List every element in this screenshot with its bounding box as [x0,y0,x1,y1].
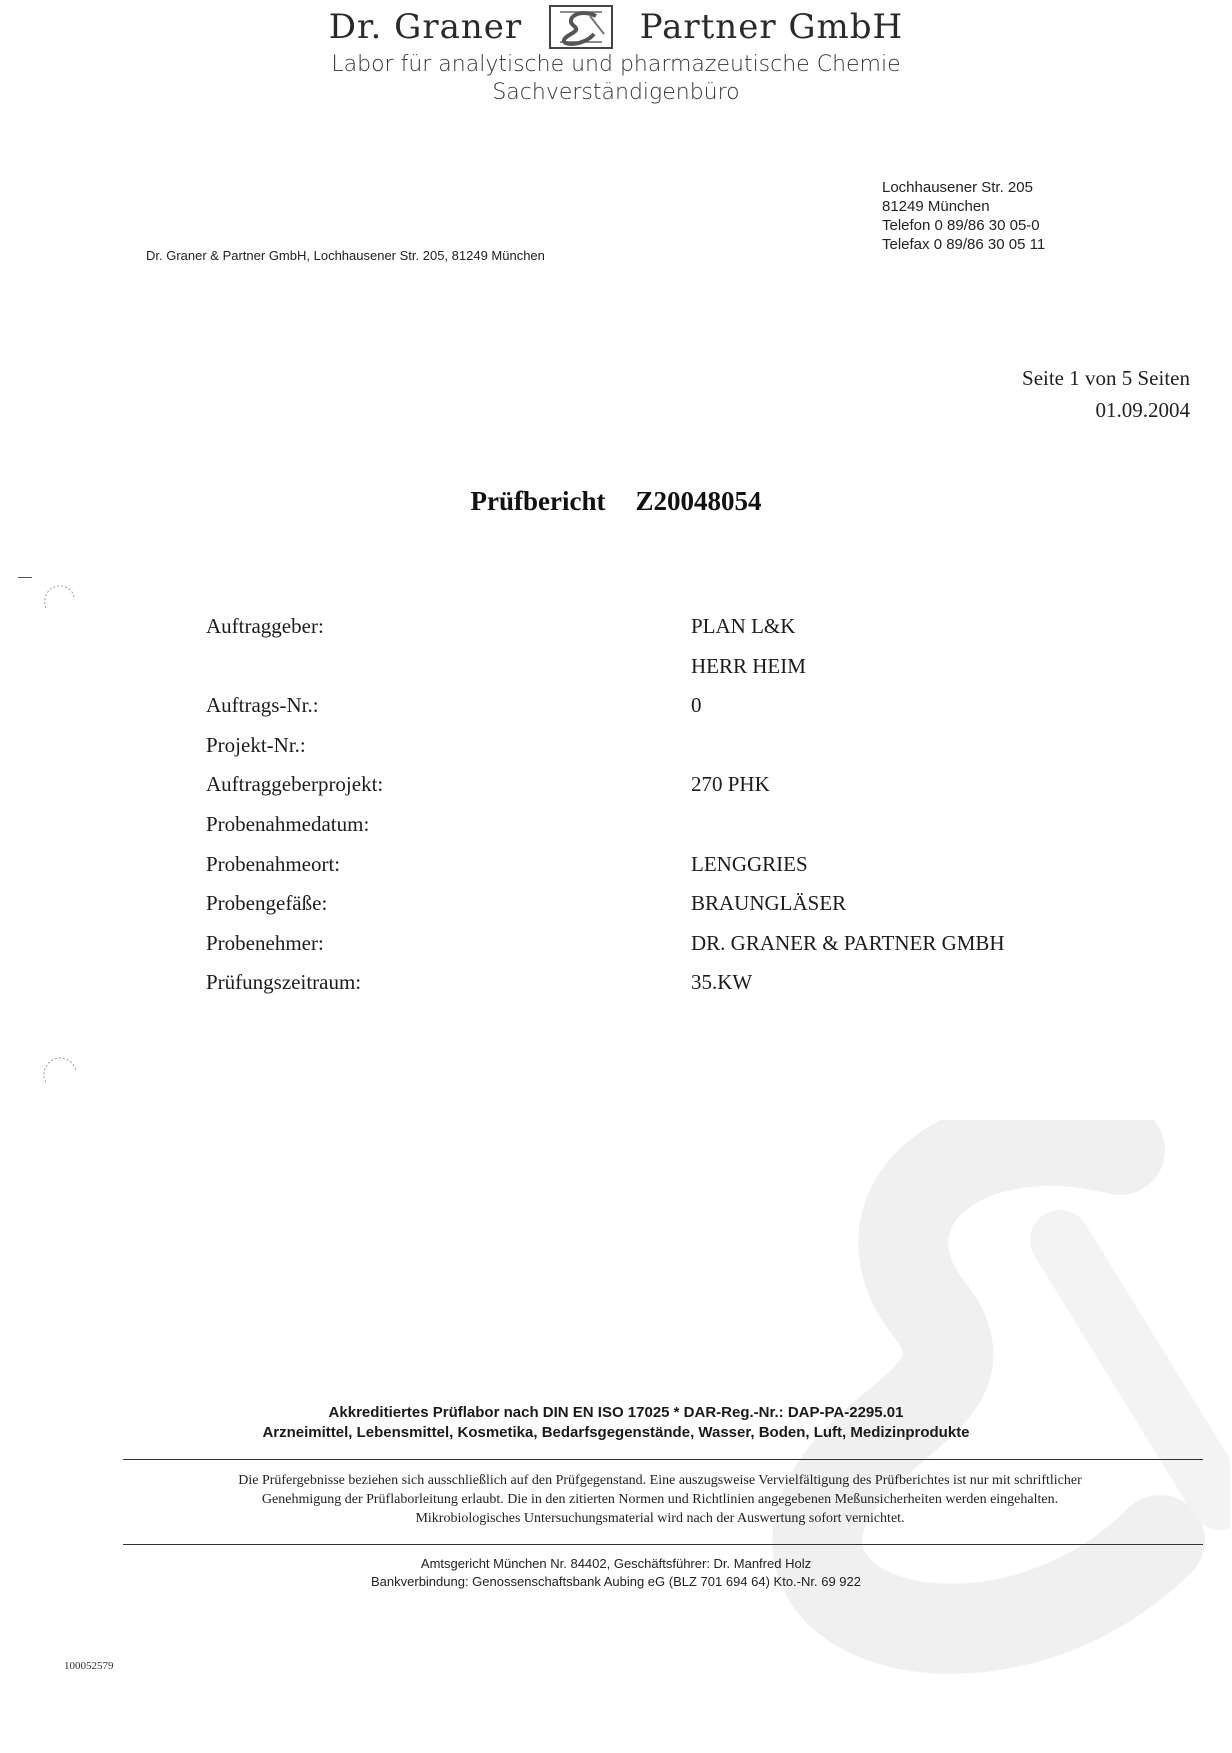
field-label: Probengefäße: [206,891,328,916]
field-label: Probenahmeort: [206,851,341,876]
scope-line: Arzneimittel, Lebensmittel, Kosmetika, Bedarfsgegenstände, Wasser, Boden, Luft, Medizinprodukte [262,1424,970,1441]
report-title [0,486,1232,517]
company-subtitle: Labor für analytische und pharmazeutische Chemie [331,52,901,77]
punch-hole-icon [38,1050,78,1090]
punch-hole-icon [38,578,78,618]
report-label: Prüfbericht [470,486,606,516]
field-value: HERR HEIM [691,653,806,678]
disclaimer [130,1471,1190,1528]
field-value: DR. GRANER & PARTNER GMBH [691,930,1005,955]
ampersand-logo-icon [540,4,622,50]
field-label: Probenahmedatum: [206,811,370,836]
field-label: Auftraggeberprojekt: [206,772,384,797]
field-value: PLAN L&K [691,614,796,638]
company-address [882,178,1045,254]
field-label: Projekt-Nr.: [206,732,306,757]
company-subtitle-2: Sachverständigenbüro [492,80,740,105]
document-number: 100052579 [64,1660,114,1672]
report-number: Z20048054 [635,486,762,516]
court-registration: Amtsgericht München Nr. 84402, Geschäftsführer: Dr. Manfred Holz [420,1556,812,1571]
ampersand-watermark-icon [760,1120,1230,1680]
accreditation-line: Akkreditiertes Prüflabor nach DIN EN ISO 17025 * DAR-Reg.-Nr.: DAP-PA-2295.01 [328,1404,904,1421]
field-value: LENGGRIES [691,851,808,876]
field-value: 270 PHK [691,772,770,797]
footer-divider [123,1544,1203,1545]
company-name-right: Partner GmbH [639,7,904,47]
address-fax: Telefax 0 89/86 30 05 11 [882,236,1046,253]
address-city: 81249 München [882,198,990,215]
field-label: Auftrags-Nr.: [206,693,319,718]
page-info [1022,362,1190,426]
disclaimer-line: Genehmigung der Prüflaborleitung erlaubt. Die in den zitierten Normen und Richtlinien angegebenen Meßunsicherheiten werden eingehalten. [261,1492,1059,1507]
legal-info [0,1555,1232,1591]
footer-divider [123,1459,1203,1460]
field-label: Auftraggeber: [206,614,324,638]
sender-line: Dr. Graner & Partner GmbH, Lochhausener Str. 205, 81249 München [146,248,545,263]
company-name-left: Dr. Graner [328,7,523,47]
field-value: 0 [691,693,702,718]
margin-mark [18,577,32,578]
field-label: Probenehmer: [206,930,324,955]
company-name [0,4,1232,54]
bank-details: Bankverbindung: Genossenschaftsbank Aubing eG (BLZ 701 694 64) Kto.-Nr. 69 922 [371,1574,861,1589]
disclaimer-line: Die Prüfergebnisse beziehen sich ausschließlich auf den Prüfgegenstand. Eine auszugsweise Vervielfältigung des Prüfberichtes ist nur mit schriftlicher [238,1473,1082,1488]
address-street: Lochhausener Str. 205 [882,179,1033,196]
field-label: Prüfungszeitraum: [206,970,362,995]
field-value: 35.KW [691,970,753,995]
report-date: 01.09.2004 [1095,398,1190,422]
field-value: BRAUNGLÄSER [691,891,847,916]
address-phone: Telefon 0 89/86 30 05-0 [882,217,1040,234]
page-count: Seite 1 von 5 Seiten [1022,366,1190,390]
disclaimer-line: Mikrobiologisches Untersuchungsmaterial wird nach der Auswertung sofort vernichtet. [415,1511,905,1526]
